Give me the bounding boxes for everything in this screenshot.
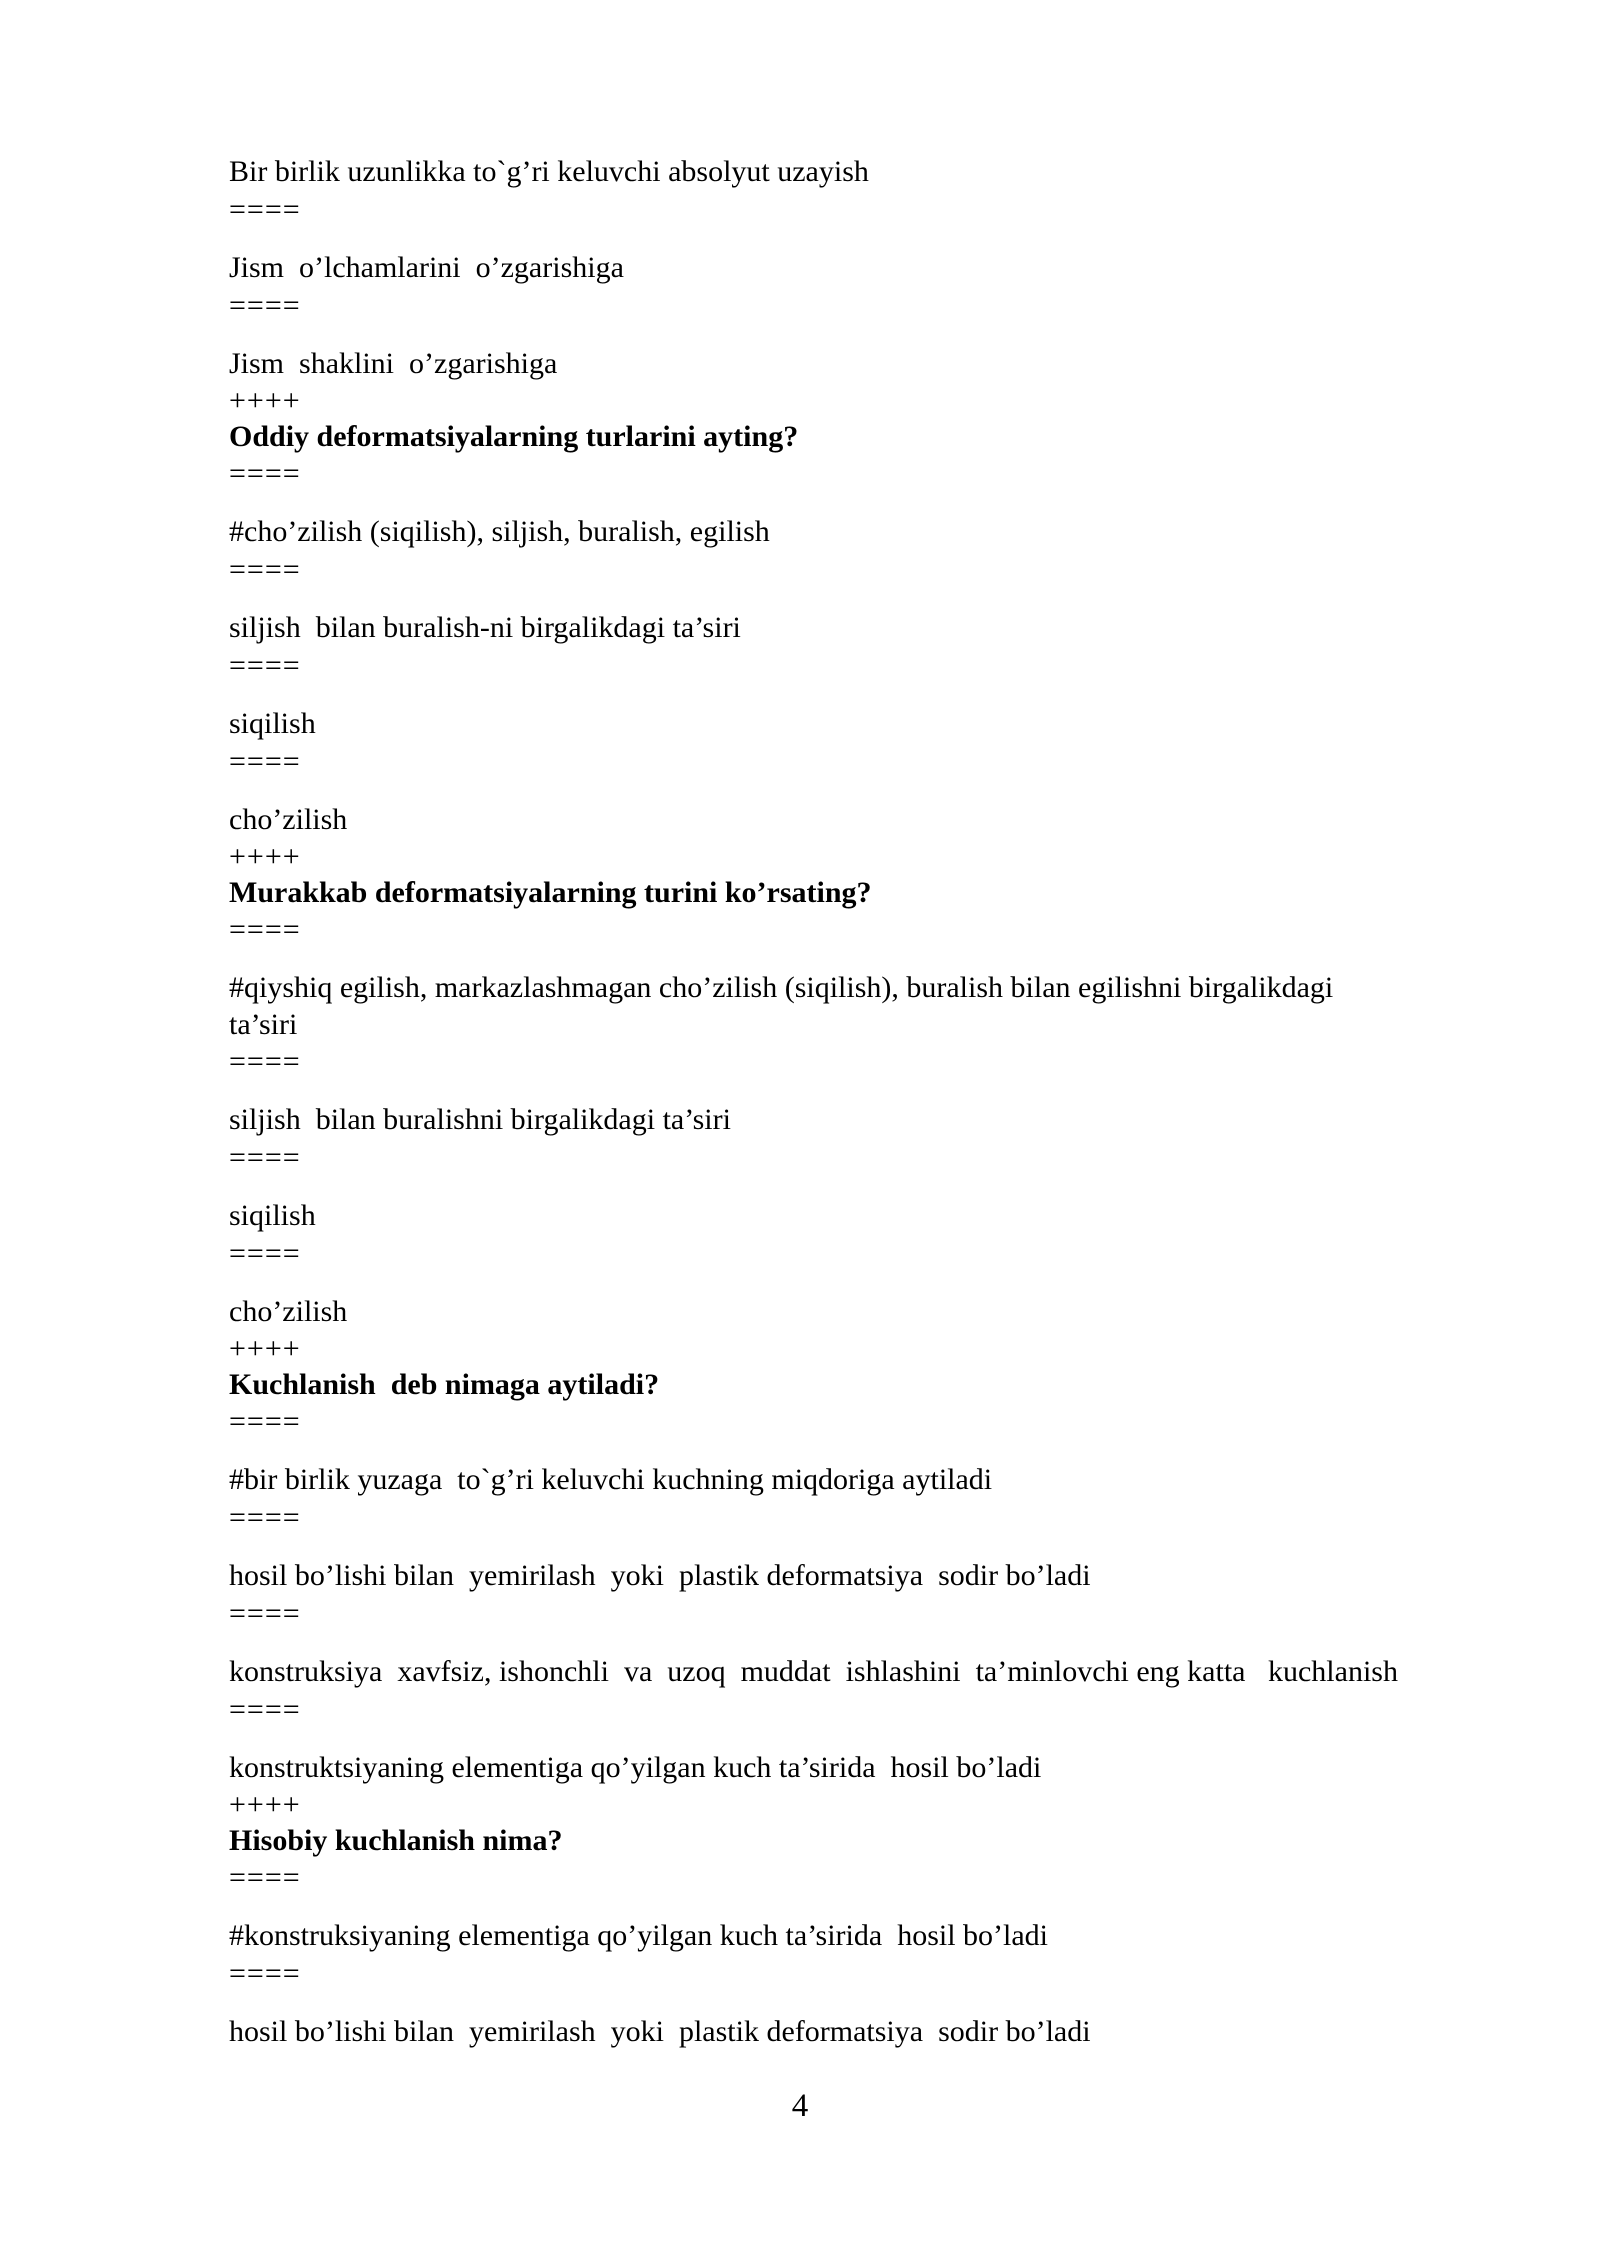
separator-line: ==== [229, 1141, 301, 1174]
separator-line: ==== [229, 553, 301, 586]
answer-line: konstruktsiyaning elementiga qo’yilgan kuch ta’sirida hosil bo’ladi [229, 1751, 1042, 1784]
separator-line: ++++ [229, 384, 301, 417]
answer-line: siljish bilan buralish-ni birgalikdagi ta’siri [229, 611, 741, 644]
answer-line: Jism o’lchamlarini o’zgarishiga [229, 251, 624, 284]
separator-line: ==== [229, 1501, 301, 1534]
separator-line: ==== [229, 1405, 301, 1438]
answer-line: Jism shaklini o’zgarishiga [229, 347, 558, 380]
separator-line: ==== [229, 457, 301, 490]
answer-line: siqilish [229, 707, 316, 740]
answer-line: hosil bo’lishi bilan yemirilash yoki plastik deformatsiya sodir bo’ladi [229, 2015, 1091, 2048]
separator-line: ==== [229, 1861, 301, 1894]
question-heading: Hisobiy kuchlanish nima? [229, 1824, 563, 1857]
separator-line: ==== [229, 193, 301, 226]
answer-line-correct: #qiyshiq egilish, markazlashmagan cho’zilish (siqilish), buralish bilan egilishni birgalikdagi [229, 971, 1334, 1004]
separator-line: ==== [229, 1957, 301, 1990]
separator-line: ==== [229, 649, 301, 682]
answer-line: hosil bo’lishi bilan yemirilash yoki plastik deformatsiya sodir bo’ladi [229, 1559, 1091, 1592]
separator-line: ==== [229, 913, 301, 946]
separator-line: ==== [229, 1045, 301, 1078]
separator-line: ++++ [229, 1332, 301, 1365]
answer-line-continuation: ta’siri [229, 1008, 298, 1041]
page-number: 4 [791, 2088, 809, 2124]
separator-line: ==== [229, 1597, 301, 1630]
separator-line: ==== [229, 289, 301, 322]
separator-line: ==== [229, 1693, 301, 1726]
answer-line: Bir birlik uzunlikka to`g’ri keluvchi absolyut uzayish [229, 155, 869, 188]
answer-line: siqilish [229, 1199, 316, 1232]
answer-line: cho’zilish [229, 1295, 348, 1328]
question-heading: Kuchlanish deb nimaga aytiladi? [229, 1368, 660, 1401]
answer-line-correct: #cho’zilish (siqilish), siljish, buralish, egilish [229, 515, 770, 548]
answer-line: siljish bilan buralishni birgalikdagi ta’siri [229, 1103, 731, 1136]
question-heading: Oddiy deformatsiyalarning turlarini ayting? [229, 420, 799, 453]
separator-line: ++++ [229, 840, 301, 873]
separator-line: ++++ [229, 1788, 301, 1821]
question-heading: Murakkab deformatsiyalarning turini ko’rsating? [229, 876, 872, 909]
separator-line: ==== [229, 1237, 301, 1270]
separator-line: ==== [229, 745, 301, 778]
answer-line: cho’zilish [229, 803, 348, 836]
answer-line: konstruksiya xavfsiz, ishonchli va uzoq muddat ishlashini ta’minlovchi eng katta kuchlanish [229, 1655, 1398, 1688]
answer-line-correct: #bir birlik yuzaga to`g’ri keluvchi kuchning miqdoriga aytiladi [229, 1463, 993, 1496]
answer-line-correct: #konstruksiyaning elementiga qo’yilgan kuch ta’sirida hosil bo’ladi [229, 1919, 1049, 1952]
